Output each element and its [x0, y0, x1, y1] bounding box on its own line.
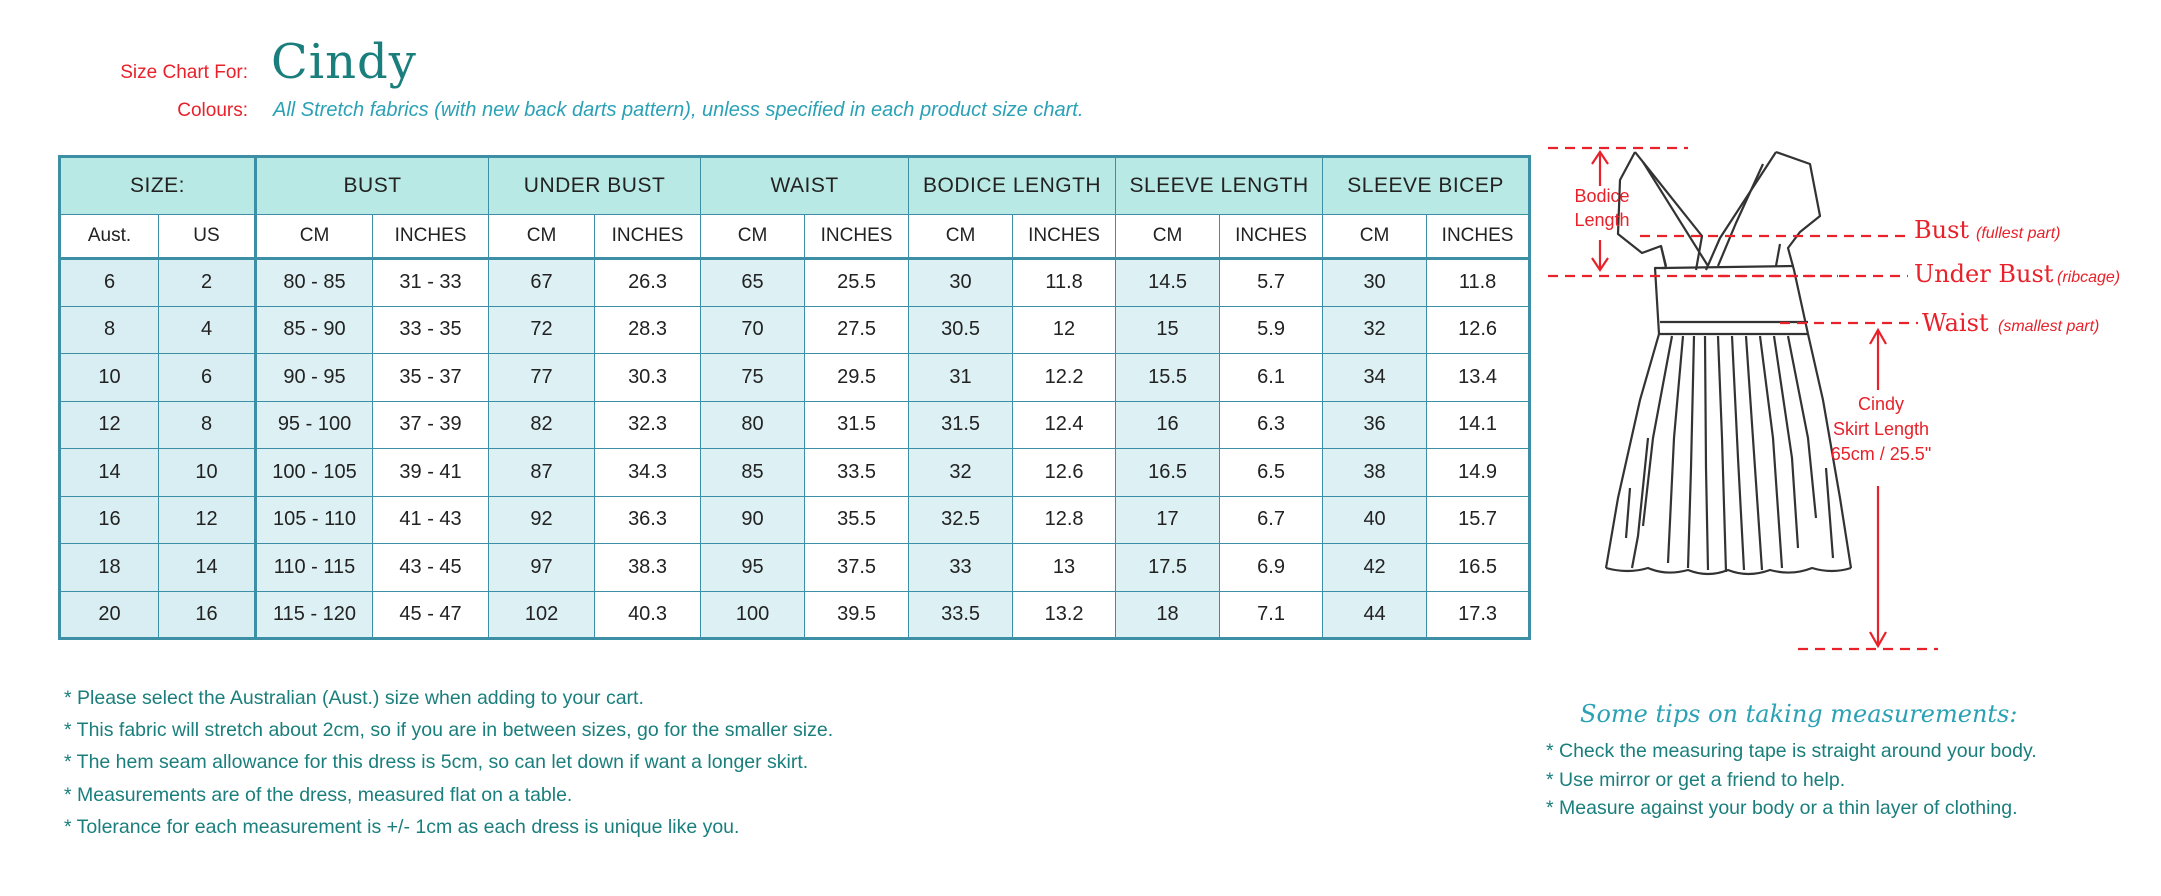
table-cell: 85 - 90	[256, 306, 373, 354]
table-cell: 115 - 120	[256, 591, 373, 639]
sub-header-3: INCHES	[373, 215, 489, 259]
table-cell: 27.5	[805, 306, 909, 354]
sub-header-1: US	[159, 215, 256, 259]
table-cell: 80	[701, 401, 805, 449]
note-item: * Please select the Australian (Aust.) size when adding to your cart.	[64, 687, 644, 709]
table-cell: 16	[1116, 401, 1220, 449]
table-cell: 32.3	[595, 401, 701, 449]
group-header-5: SLEEVE LENGTH	[1116, 157, 1323, 215]
table-cell: 11.8	[1013, 259, 1116, 307]
table-cell: 6.5	[1220, 449, 1323, 497]
sub-header-7: INCHES	[805, 215, 909, 259]
sub-header-8: CM	[909, 215, 1013, 259]
table-cell: 10	[60, 354, 159, 402]
note-item: * This fabric will stretch about 2cm, so if you are in between sizes, go for the smaller size.	[64, 719, 834, 742]
colours-description: All Stretch fabrics (with new back darts pattern), unless specified in each product size chart.	[273, 99, 1084, 121]
table-cell: 13.2	[1013, 591, 1116, 639]
table-cell: 70	[701, 306, 805, 354]
table-cell: 33	[909, 544, 1013, 592]
table-cell: 31	[909, 354, 1013, 402]
table-cell: 32	[909, 449, 1013, 497]
table-cell: 40	[1323, 496, 1427, 544]
table-cell: 15.7	[1427, 496, 1530, 544]
table-cell: 6.9	[1220, 544, 1323, 592]
colours-label: Colours:	[177, 100, 248, 121]
table-cell: 92	[489, 496, 595, 544]
table-cell: 15	[1116, 306, 1220, 354]
table-cell: 95	[701, 544, 805, 592]
table-cell: 45 - 47	[373, 591, 489, 639]
table-cell: 110 - 115	[256, 544, 373, 592]
table-cell: 75	[701, 354, 805, 402]
table-cell: 14.5	[1116, 259, 1220, 307]
table-cell: 6	[60, 259, 159, 307]
table-cell: 14	[159, 544, 256, 592]
dress-illustration	[1606, 152, 1851, 574]
table-cell: 37 - 39	[373, 401, 489, 449]
size-chart-table	[58, 155, 1531, 640]
table-cell: 12.6	[1427, 306, 1530, 354]
table-cell: 6.7	[1220, 496, 1323, 544]
sub-header-9: INCHES	[1013, 215, 1116, 259]
table-cell: 30	[909, 259, 1013, 307]
sub-header-12: CM	[1323, 215, 1427, 259]
table-row	[60, 544, 1530, 592]
tip-item: * Measure against your body or a thin layer of clothing.	[1546, 797, 2018, 819]
table-row	[60, 591, 1530, 639]
table-cell: 42	[1323, 544, 1427, 592]
table-cell: 33.5	[909, 591, 1013, 639]
table-cell: 38	[1323, 449, 1427, 497]
group-header-0: SIZE:	[60, 157, 256, 215]
table-cell: 100	[701, 591, 805, 639]
table-cell: 32.5	[909, 496, 1013, 544]
sub-header-4: CM	[489, 215, 595, 259]
table-cell: 5.9	[1220, 306, 1323, 354]
table-cell: 41 - 43	[373, 496, 489, 544]
note-item: * Tolerance for each measurement is +/- 1cm as each dress is unique like you.	[64, 815, 740, 838]
table-cell: 16.5	[1116, 449, 1220, 497]
table-cell: 6.3	[1220, 401, 1323, 449]
table-cell: 36	[1323, 401, 1427, 449]
table-cell: 12	[159, 496, 256, 544]
table-cell: 12	[1013, 306, 1116, 354]
size-chart-label: Size Chart For:	[120, 62, 248, 83]
table-cell: 10	[159, 449, 256, 497]
table-cell: 31.5	[805, 401, 909, 449]
table-cell: 8	[60, 306, 159, 354]
table-cell: 67	[489, 259, 595, 307]
underbust-note: (ribcage)	[2057, 269, 2121, 286]
sub-header-2: CM	[256, 215, 373, 259]
table-cell: 39.5	[805, 591, 909, 639]
notes-list	[64, 682, 833, 843]
table-cell: 34	[1323, 354, 1427, 402]
table-cell: 77	[489, 354, 595, 402]
table-cell: 5.7	[1220, 259, 1323, 307]
group-header-4: BODICE LENGTH	[909, 157, 1116, 215]
table-cell: 14	[60, 449, 159, 497]
table-cell: 16.5	[1427, 544, 1530, 592]
table-cell: 13.4	[1427, 354, 1530, 402]
sub-header-10: CM	[1116, 215, 1220, 259]
table-cell: 16	[60, 496, 159, 544]
underbust-label: Under Bust	[1914, 260, 2054, 288]
bust-label: Bust	[1914, 216, 1970, 244]
product-name: Cindy	[271, 34, 417, 90]
table-cell: 12.4	[1013, 401, 1116, 449]
table-cell: 18	[60, 544, 159, 592]
table-cell: 12.6	[1013, 449, 1116, 497]
table-cell: 30.3	[595, 354, 701, 402]
table-cell: 18	[1116, 591, 1220, 639]
table-cell: 85	[701, 449, 805, 497]
waist-label: Waist	[1922, 309, 1989, 337]
table-cell: 72	[489, 306, 595, 354]
table-cell: 2	[159, 259, 256, 307]
group-header-3: WAIST	[701, 157, 909, 215]
skirt-label-2: Skirt Length	[1832, 419, 1930, 439]
table-row	[60, 496, 1530, 544]
table-cell: 95 - 100	[256, 401, 373, 449]
table-cell: 6	[159, 354, 256, 402]
group-header-6: SLEEVE BICEP	[1323, 157, 1530, 215]
tip-item: * Use mirror or get a friend to help.	[1546, 768, 1846, 791]
table-row	[60, 259, 1530, 307]
table-cell: 25.5	[805, 259, 909, 307]
table-cell: 33.5	[805, 449, 909, 497]
table-cell: 35 - 37	[373, 354, 489, 402]
table-cell: 38.3	[595, 544, 701, 592]
table-cell: 102	[489, 591, 595, 639]
table-cell: 43 - 45	[373, 544, 489, 592]
table-cell: 37.5	[805, 544, 909, 592]
table-cell: 39 - 41	[373, 449, 489, 497]
table-cell: 17.3	[1427, 591, 1530, 639]
sub-header-5: INCHES	[595, 215, 701, 259]
table-cell: 12.2	[1013, 354, 1116, 402]
tips-list	[1546, 737, 2037, 823]
table-cell: 35.5	[805, 496, 909, 544]
table-cell: 16	[159, 591, 256, 639]
table-cell: 17	[1116, 496, 1220, 544]
table-cell: 80 - 85	[256, 259, 373, 307]
table-cell: 105 - 110	[256, 496, 373, 544]
table-cell: 82	[489, 401, 595, 449]
group-header-1: BUST	[256, 157, 489, 215]
table-cell: 29.5	[805, 354, 909, 402]
table-cell: 34.3	[595, 449, 701, 497]
table-row	[60, 449, 1530, 497]
table-row	[60, 306, 1530, 354]
table-cell: 40.3	[595, 591, 701, 639]
table-cell: 90 - 95	[256, 354, 373, 402]
group-header-2: UNDER BUST	[489, 157, 701, 215]
table-cell: 14.9	[1427, 449, 1530, 497]
sub-header-11: INCHES	[1220, 215, 1323, 259]
table-cell: 12.8	[1013, 496, 1116, 544]
table-cell: 15.5	[1116, 354, 1220, 402]
table-cell: 32	[1323, 306, 1427, 354]
waist-note: (smallest part)	[1998, 318, 2100, 335]
table-row	[60, 354, 1530, 402]
table-cell: 30.5	[909, 306, 1013, 354]
table-cell: 31 - 33	[373, 259, 489, 307]
table-cell: 100 - 105	[256, 449, 373, 497]
tips-title: Some tips on taking measurements:	[1580, 700, 2018, 728]
table-cell: 14.1	[1427, 401, 1530, 449]
table-cell: 4	[159, 306, 256, 354]
table-cell: 12	[60, 401, 159, 449]
table-cell: 7.1	[1220, 591, 1323, 639]
table-cell: 65	[701, 259, 805, 307]
table-cell: 11.8	[1427, 259, 1530, 307]
note-item: * The hem seam allowance for this dress is 5cm, so can let down if want a longer skirt.	[64, 751, 809, 774]
table-cell: 26.3	[595, 259, 701, 307]
table-cell: 33 - 35	[373, 306, 489, 354]
sub-header-13: INCHES	[1427, 215, 1530, 259]
table-cell: 30	[1323, 259, 1427, 307]
note-item: * Measurements are of the dress, measured flat on a table.	[64, 783, 573, 806]
bodice-label-1: Bodice	[1574, 186, 1630, 206]
table-cell: 44	[1323, 591, 1427, 639]
tip-item: * Check the measuring tape is straight around your body.	[1546, 740, 2037, 762]
table-cell: 90	[701, 496, 805, 544]
table-row	[60, 401, 1530, 449]
table-cell: 36.3	[595, 496, 701, 544]
dress-measurement-diagram	[1548, 138, 2148, 658]
table-cell: 31.5	[909, 401, 1013, 449]
table-cell: 8	[159, 401, 256, 449]
table-cell: 17.5	[1116, 544, 1220, 592]
sub-header-0: Aust.	[60, 215, 159, 259]
skirt-label-3: 65cm / 25.5"	[1830, 444, 1932, 464]
bodice-label-2: Length	[1574, 210, 1630, 230]
table-cell: 20	[60, 591, 159, 639]
skirt-label-1: Cindy	[1857, 394, 1905, 414]
table-cell: 28.3	[595, 306, 701, 354]
sub-header-6: CM	[701, 215, 805, 259]
table-cell: 87	[489, 449, 595, 497]
table-cell: 13	[1013, 544, 1116, 592]
table-cell: 97	[489, 544, 595, 592]
bust-note: (fullest part)	[1976, 225, 2061, 242]
table-cell: 6.1	[1220, 354, 1323, 402]
